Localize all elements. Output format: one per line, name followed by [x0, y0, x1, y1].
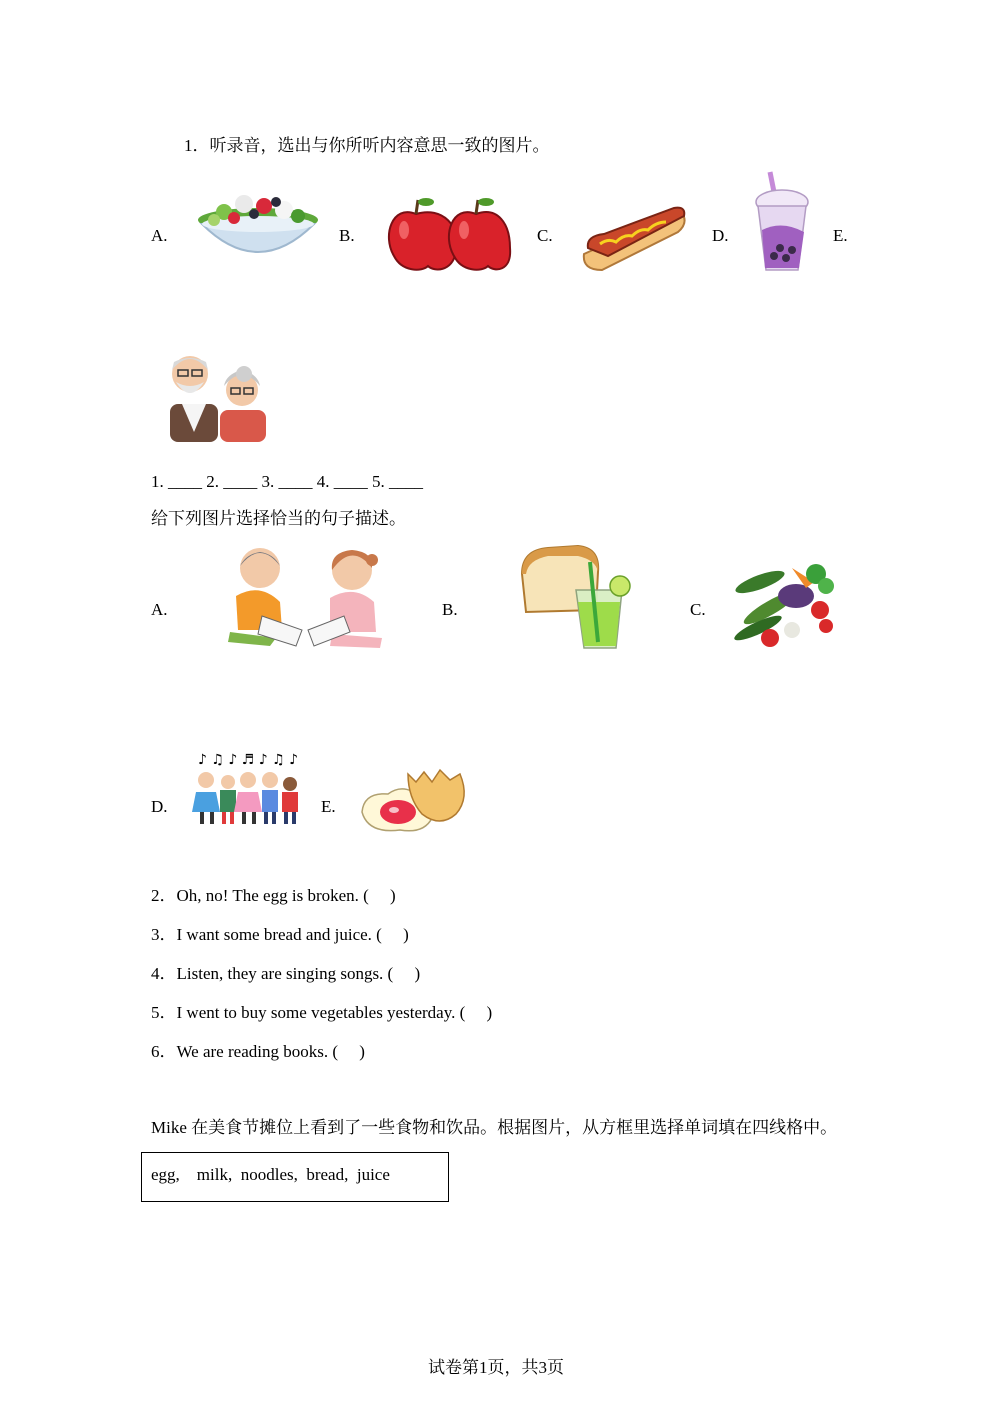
section-2-instruction: 给下列图片选择恰当的句子描述。 [151, 509, 406, 528]
option-d-label-2: D. [151, 797, 168, 816]
children-reading-image [226, 546, 386, 652]
broken-egg-image [360, 768, 468, 834]
sentence-5: 5．I went to buy some vegetables yesterday. ( ) [151, 1003, 493, 1022]
option-d-label: D. [712, 226, 729, 245]
option-b-label-2: B. [442, 600, 458, 619]
answer-blanks: 1. ____ 2. ____ 3. ____ 4. ____ 5. ____ [151, 472, 423, 491]
option-a-label-2: A. [151, 600, 168, 619]
sentence-2: 2．Oh, no! The egg is broken. ( ) [151, 886, 396, 905]
apples-image [382, 196, 512, 272]
option-e-label: E. [833, 226, 848, 245]
hot-dog-image [578, 202, 690, 274]
salad-bowl-image [194, 180, 322, 272]
word-bank-box [141, 1152, 449, 1202]
sentence-3: 3．I want some bread and juice. ( ) [151, 925, 409, 944]
question-1-title: 1．听录音，选出与你所听内容意思一致的图片。 [184, 136, 550, 155]
option-e-label-2: E. [321, 797, 336, 816]
bread-and-juice-image [518, 542, 632, 652]
vegetables-image [730, 552, 836, 648]
option-c-label-2: C. [690, 600, 706, 619]
children-singing-image [192, 750, 302, 828]
grandparents-image [166, 352, 270, 442]
word-bank-text: egg, milk, noodles, bread, juice [151, 1165, 390, 1184]
svg-text:♪ ♫ ♪ ♬ ♪ ♫ ♪: ♪ ♫ ♪ ♬ ♪ ♫ ♪ [198, 752, 299, 768]
option-a-label: A. [151, 226, 168, 245]
page-footer: 试卷第1页，共3页 [428, 1358, 564, 1377]
section-3-instruction: Mike 在美食节摊位上看到了一些食物和饮品。根据图片，从方框里选择单词填在四线格中。 [151, 1118, 838, 1137]
bubble-tea-image [754, 170, 810, 274]
option-b-label: B. [339, 226, 355, 245]
option-c-label: C. [537, 226, 553, 245]
sentence-6: 6．We are reading books. ( ) [151, 1042, 365, 1061]
sentence-4: 4．Listen, they are singing songs. ( ) [151, 964, 421, 983]
